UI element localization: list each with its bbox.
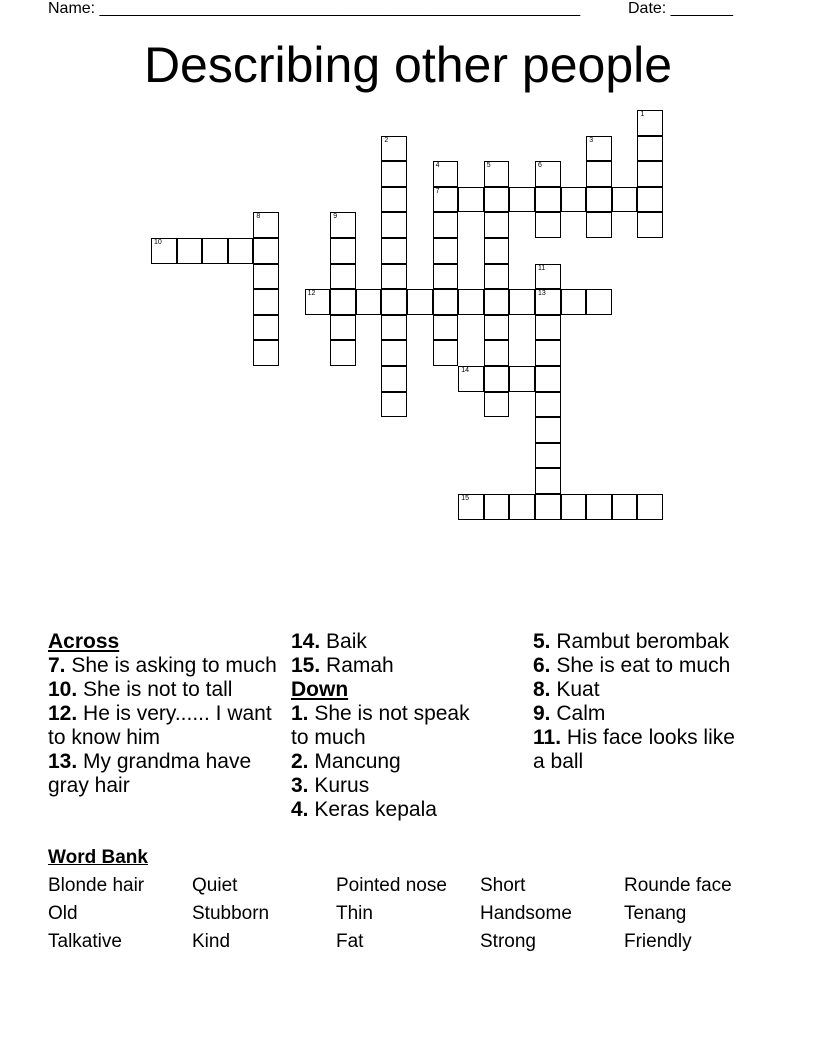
word-bank-item: Handsome [480, 903, 572, 924]
word-bank-item: Fat [336, 931, 364, 952]
crossword-cell[interactable] [535, 212, 561, 238]
clue-across-12: 12. He is very...... I want to know him [48, 702, 272, 749]
crossword-cell[interactable] [330, 315, 356, 341]
word-bank-item: Thin [336, 903, 373, 924]
crossword-cell[interactable] [484, 238, 510, 264]
word-bank-item: Strong [480, 931, 536, 952]
clue-down-3: 3. Kurus [291, 774, 370, 797]
clue-down-9: 9. Calm [533, 702, 606, 725]
crossword-cell[interactable] [535, 392, 561, 418]
cell-number: 1 [640, 111, 645, 118]
crossword-cell[interactable] [356, 289, 382, 315]
crossword-cell[interactable] [381, 340, 407, 366]
cell-number: 14 [461, 367, 469, 374]
crossword-cell[interactable] [253, 340, 279, 366]
clue-column-2 [291, 630, 481, 822]
crossword-cell[interactable] [535, 417, 561, 443]
crossword-cell[interactable] [484, 161, 510, 187]
crossword-cell[interactable] [381, 392, 407, 418]
crossword-cell[interactable] [535, 468, 561, 494]
crossword-cell[interactable] [407, 289, 433, 315]
crossword-cell[interactable] [330, 289, 356, 315]
crossword-cell[interactable] [330, 340, 356, 366]
cell-number: 4 [435, 162, 440, 170]
cell-number: 8 [256, 213, 261, 221]
crossword-cell[interactable] [381, 161, 407, 187]
word-bank-item: Kind [192, 931, 231, 952]
page-title: Describing other people [143, 37, 673, 93]
word-bank-title: Word Bank [48, 847, 148, 868]
cell-number: 2 [384, 136, 389, 144]
crossword-cell[interactable] [612, 187, 638, 213]
word-bank-item: Blonde hair [48, 875, 145, 896]
crossword-cell[interactable] [484, 392, 510, 418]
crossword-cell[interactable] [433, 238, 459, 264]
crossword-cell[interactable] [381, 187, 407, 213]
word-bank-item: Rounde face [624, 875, 732, 896]
crossword-cell[interactable] [253, 212, 279, 238]
cell-number: 13 [538, 290, 546, 298]
crossword-cell[interactable] [381, 315, 407, 341]
crossword-cell[interactable] [535, 289, 561, 315]
cell-number: 3 [589, 136, 594, 144]
word-bank-item: Friendly [624, 931, 692, 952]
word-bank-item: Talkative [48, 931, 122, 952]
crossword-cell[interactable] [586, 187, 612, 213]
word-bank-item: Tenang [624, 903, 687, 924]
crossword-cell[interactable] [535, 366, 561, 392]
crossword-cell[interactable] [458, 289, 484, 315]
crossword-cell[interactable] [458, 366, 484, 392]
cell-number: 11 [538, 264, 546, 272]
crossword-cell[interactable] [433, 340, 459, 366]
clue-down-11: 11. His face looks like a ball [533, 726, 735, 773]
word-bank-item: Quiet [192, 875, 238, 896]
crossword-cell[interactable] [535, 494, 561, 520]
crossword-cell[interactable] [330, 264, 356, 290]
clue-across-15: 15. Ramah [291, 654, 394, 677]
word-bank-item: Old [48, 903, 78, 924]
clue-down-5: 5. Rambut berombak [533, 630, 730, 653]
clue-down-2: 2. Mancung [291, 750, 401, 773]
crossword-cell[interactable] [535, 315, 561, 341]
crossword-cell[interactable] [484, 315, 510, 341]
cell-number: 6 [538, 162, 542, 170]
clue-down-6: 6. She is eat to much [533, 654, 731, 677]
crossword-cell[interactable] [484, 212, 510, 238]
cell-number: 10 [154, 239, 162, 246]
crossword-cell[interactable] [330, 212, 356, 238]
clue-across-13: 13. My grandma have gray hair [48, 750, 252, 797]
crossword-cell[interactable] [458, 187, 484, 213]
crossword-cell[interactable] [637, 110, 663, 136]
crossword-cell[interactable] [330, 238, 356, 264]
crossword-cell[interactable] [561, 494, 587, 520]
crossword-cell[interactable] [381, 264, 407, 290]
date-field-label: Date: _______ [628, 0, 733, 17]
crossword-cell[interactable] [433, 289, 459, 315]
crossword-cell[interactable] [484, 494, 510, 520]
crossword-cell[interactable] [484, 340, 510, 366]
crossword-cell[interactable] [484, 289, 510, 315]
cell-number: 15 [461, 495, 469, 502]
crossword-cell[interactable] [561, 187, 587, 213]
crossword-cell[interactable] [637, 161, 663, 187]
word-bank-item: Stubborn [192, 903, 270, 924]
crossword-cell[interactable] [535, 161, 561, 187]
crossword-cell[interactable] [637, 212, 663, 238]
crossword-cell[interactable] [381, 136, 407, 162]
crossword-cell[interactable] [305, 289, 331, 315]
crossword-cell[interactable] [458, 494, 484, 520]
cell-number: 7 [435, 187, 440, 195]
crossword-cell[interactable] [177, 238, 203, 264]
crossword-cell[interactable] [637, 494, 663, 520]
crossword-cell[interactable] [509, 366, 535, 392]
crossword-cell[interactable] [484, 366, 510, 392]
down-heading: Down [291, 678, 349, 701]
cell-number: 5 [486, 162, 491, 170]
crossword-cell[interactable] [586, 494, 612, 520]
name-field-label: Name: ______________________________________________________ [48, 0, 581, 17]
clue-across-10: 10. She is not to tall [48, 678, 233, 701]
crossword-cell[interactable] [637, 187, 663, 213]
cell-number: 12 [307, 290, 316, 298]
clue-down-8: 8. Kuat [533, 678, 600, 701]
crossword-cell[interactable] [151, 238, 177, 264]
clue-column-3 [533, 630, 748, 774]
crossword-cell[interactable] [561, 289, 587, 315]
crossword-cell[interactable] [535, 264, 561, 290]
crossword-cell[interactable] [586, 212, 612, 238]
word-bank-item: Short [480, 875, 526, 896]
crossword-cell[interactable] [484, 264, 510, 290]
crossword-cell[interactable] [253, 315, 279, 341]
crossword-cell[interactable] [253, 238, 279, 264]
crossword-cell[interactable] [433, 161, 459, 187]
crossword-cell[interactable] [535, 187, 561, 213]
crossword-cell[interactable] [535, 340, 561, 366]
clue-across-7: 7. She is asking to much [48, 654, 277, 677]
crossword-cell[interactable] [586, 161, 612, 187]
crossword-cell[interactable] [433, 187, 459, 213]
crossword-cell[interactable] [535, 443, 561, 469]
crossword-cell[interactable] [586, 289, 612, 315]
across-heading: Across [48, 630, 120, 653]
crossword-cell[interactable] [612, 494, 638, 520]
crossword-cell[interactable] [637, 136, 663, 162]
crossword-cell[interactable] [381, 212, 407, 238]
crossword-cell[interactable] [433, 315, 459, 341]
crossword-cell[interactable] [228, 238, 254, 264]
crossword-cell[interactable] [509, 187, 535, 213]
clue-across-14: 14. Baik [291, 630, 367, 653]
crossword-cell[interactable] [586, 136, 612, 162]
crossword-cell[interactable] [484, 187, 510, 213]
clue-down-1: 1. She is not speak to much [291, 702, 470, 749]
crossword-cell[interactable] [253, 264, 279, 290]
crossword-cell[interactable] [433, 264, 459, 290]
crossword-cell[interactable] [509, 289, 535, 315]
crossword-cell[interactable] [433, 212, 459, 238]
crossword-cell[interactable] [509, 494, 535, 520]
crossword-cell[interactable] [381, 366, 407, 392]
clue-down-4: 4. Keras kepala [291, 798, 437, 821]
crossword-cell[interactable] [202, 238, 228, 264]
crossword-cell[interactable] [381, 289, 407, 315]
cell-number: 9 [333, 213, 338, 221]
clue-column-1 [48, 630, 280, 798]
crossword-cell[interactable] [381, 238, 407, 264]
word-bank-item: Pointed nose [336, 875, 447, 896]
crossword-cell[interactable] [253, 289, 279, 315]
